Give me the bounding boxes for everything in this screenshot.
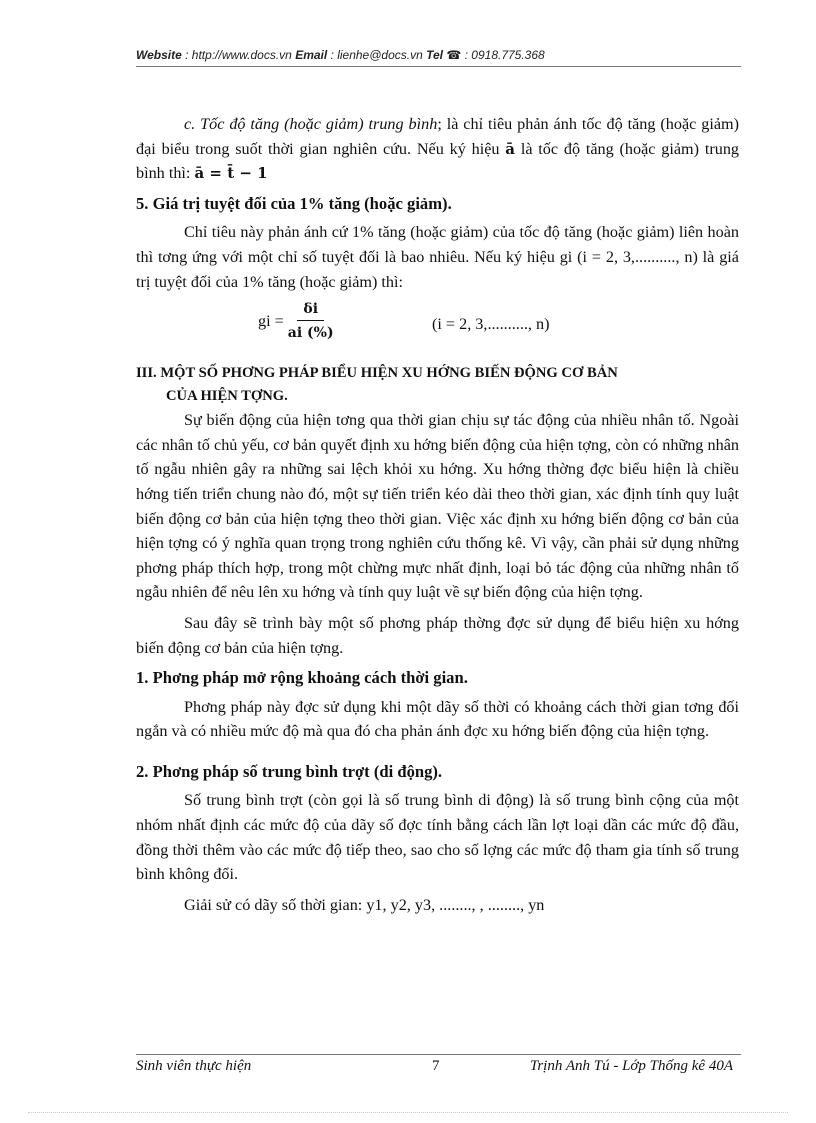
paragraph-method-2: Số trung bình trợt (còn gọi là số trung bình di động) là số trung bình cộng của một nhóm nhất định các mức độ của dãy số đợc tính bằng cách lần lợt loại dần các mức độ đầu, đồng thời thêm vào các mức độ tiếp theo, sao cho số lợng các mức độ tham gia tính số trung bình không đổi.: [136, 791, 739, 884]
tel-value: ☎ : 0918.775.368: [443, 48, 545, 62]
footer-author: Trịnh Anh Tú - Lớp Thống kê 40A: [529, 1058, 733, 1074]
heading-line-2: CỦA HIỆN TỢNG.: [166, 388, 288, 405]
symbol-a-bar: ā: [505, 139, 516, 158]
paragraph-series: Giải sử có dãy số thời gian: y1, y2, y3, ........, , ........, yn: [184, 895, 545, 914]
heading-line-1: III. MỘT SỐ PHƠNG PHÁP BIỂU HIỆN XU HỚNG BIẾN ĐỘNG CƠ BẢN: [136, 365, 618, 382]
website-label: Website: [136, 48, 182, 62]
equation-lhs: gi =: [258, 311, 284, 330]
footer-student-label: Sinh viên thực hiện: [136, 1058, 252, 1074]
heading-section-5: 5. Giá trị tuyệt đối của 1% tăng (hoặc giảm).: [136, 193, 452, 213]
email-value: : lienhe@docs.vn: [327, 48, 427, 62]
heading-method-2: 2. Phơng pháp số trung bình trợt (di động).: [136, 761, 443, 781]
footer-rule: [136, 1054, 741, 1055]
header-rule: [136, 66, 741, 67]
paragraph-text: là tốc độ tăng (hoặc giảm) trung bình thì:: [136, 139, 740, 183]
equation-g-i: [136, 294, 739, 356]
paragraph-absolute-value: Chỉ tiêu này phản ánh cứ 1% tăng (hoặc giảm) của tốc độ tăng (hoặc giảm) liên hoàn thì tơng ứng với một chỉ số tuyệt đối là bao nhiêu. Nếu ký hiệu gi (i = 2, 3,.........., n) là giá trị tuyệt đối của 1% tăng (hoặc giảm) thì:: [136, 223, 739, 291]
page-body: [136, 112, 739, 917]
paragraph-average-rate: [136, 112, 739, 186]
paragraph-method-1: Phơng pháp này đợc sử dụng khi một dãy số thời có khoảng cách thời gian tơng đối ngắn và có nhiều mức độ mà qua đó cha phản ánh đợc xu hớng biến động của hiện tợng.: [136, 697, 739, 741]
website-value: : http://www.docs.vn: [181, 48, 296, 62]
fraction: [258, 300, 334, 342]
fraction-denominator: ai (%): [287, 325, 334, 342]
paragraph-methods-intro: Sau đây sẽ trình bày một số phơng pháp thờng đợc sử dụng để biểu hiện xu hớng biến động cơ bản của hiện tợng.: [136, 613, 739, 657]
page-number: 7: [432, 1058, 440, 1074]
email-label: Email: [295, 48, 328, 62]
heading-method-1: 1. Phơng pháp mở rộng khoảng cách thời gian.: [136, 668, 468, 688]
page-bottom-divider: [28, 1112, 788, 1113]
tel-label: Tel: [426, 48, 444, 62]
paragraph-text: ; là chỉ tiêu phản ánh tốc độ tăng (hoặc giảm) đại biểu trong suốt thời gian nghiên cứu. Nếu ký hiệu: [136, 115, 739, 158]
heading-section-iii: [136, 362, 739, 408]
paragraph-trend-intro: Sự biến động của hiện tơng qua thời gian chịu sự tác động của nhiều nhân tố. Ngoài các nhân tố chủ yếu, cơ bản quyết định xu hớng biến động của hiện tợng, còn có những nhân tố ngẫu nhiên gây ra những sai lệch khỏi xu hớng. Xu hớng thờng đợc biểu hiện là chiều hớng tiến triển chung nào đó, một sự tiến triển kéo dài theo thời gian, xác định tính quy luật biến động cơ bản của hiện tợng theo thời gian. Việc xác định xu hớng biến động cơ bản của hiện tợng có ý nghĩa quan trọng trong nghiên cứu thống kê. Vì vậy, cần phải sử dụng những phơng pháp thích hợp, trong một chừng mực nhất định, loại bỏ tác động của những nhân tố ngẫu nhiên để nêu lên xu hớng và tính quy luật về sự biến động của hiện tợng.: [136, 411, 739, 602]
formula-average-rate: ā = t̄ − 1: [194, 164, 268, 183]
page-header: [136, 48, 741, 62]
equation-condition: (i = 2, 3,.........., n): [432, 315, 550, 334]
fraction-stack: [288, 300, 334, 342]
fraction-numerator: δi: [297, 300, 324, 321]
term-average-rate: c. Tốc độ tăng (hoặc giảm) trung bình: [184, 115, 438, 133]
